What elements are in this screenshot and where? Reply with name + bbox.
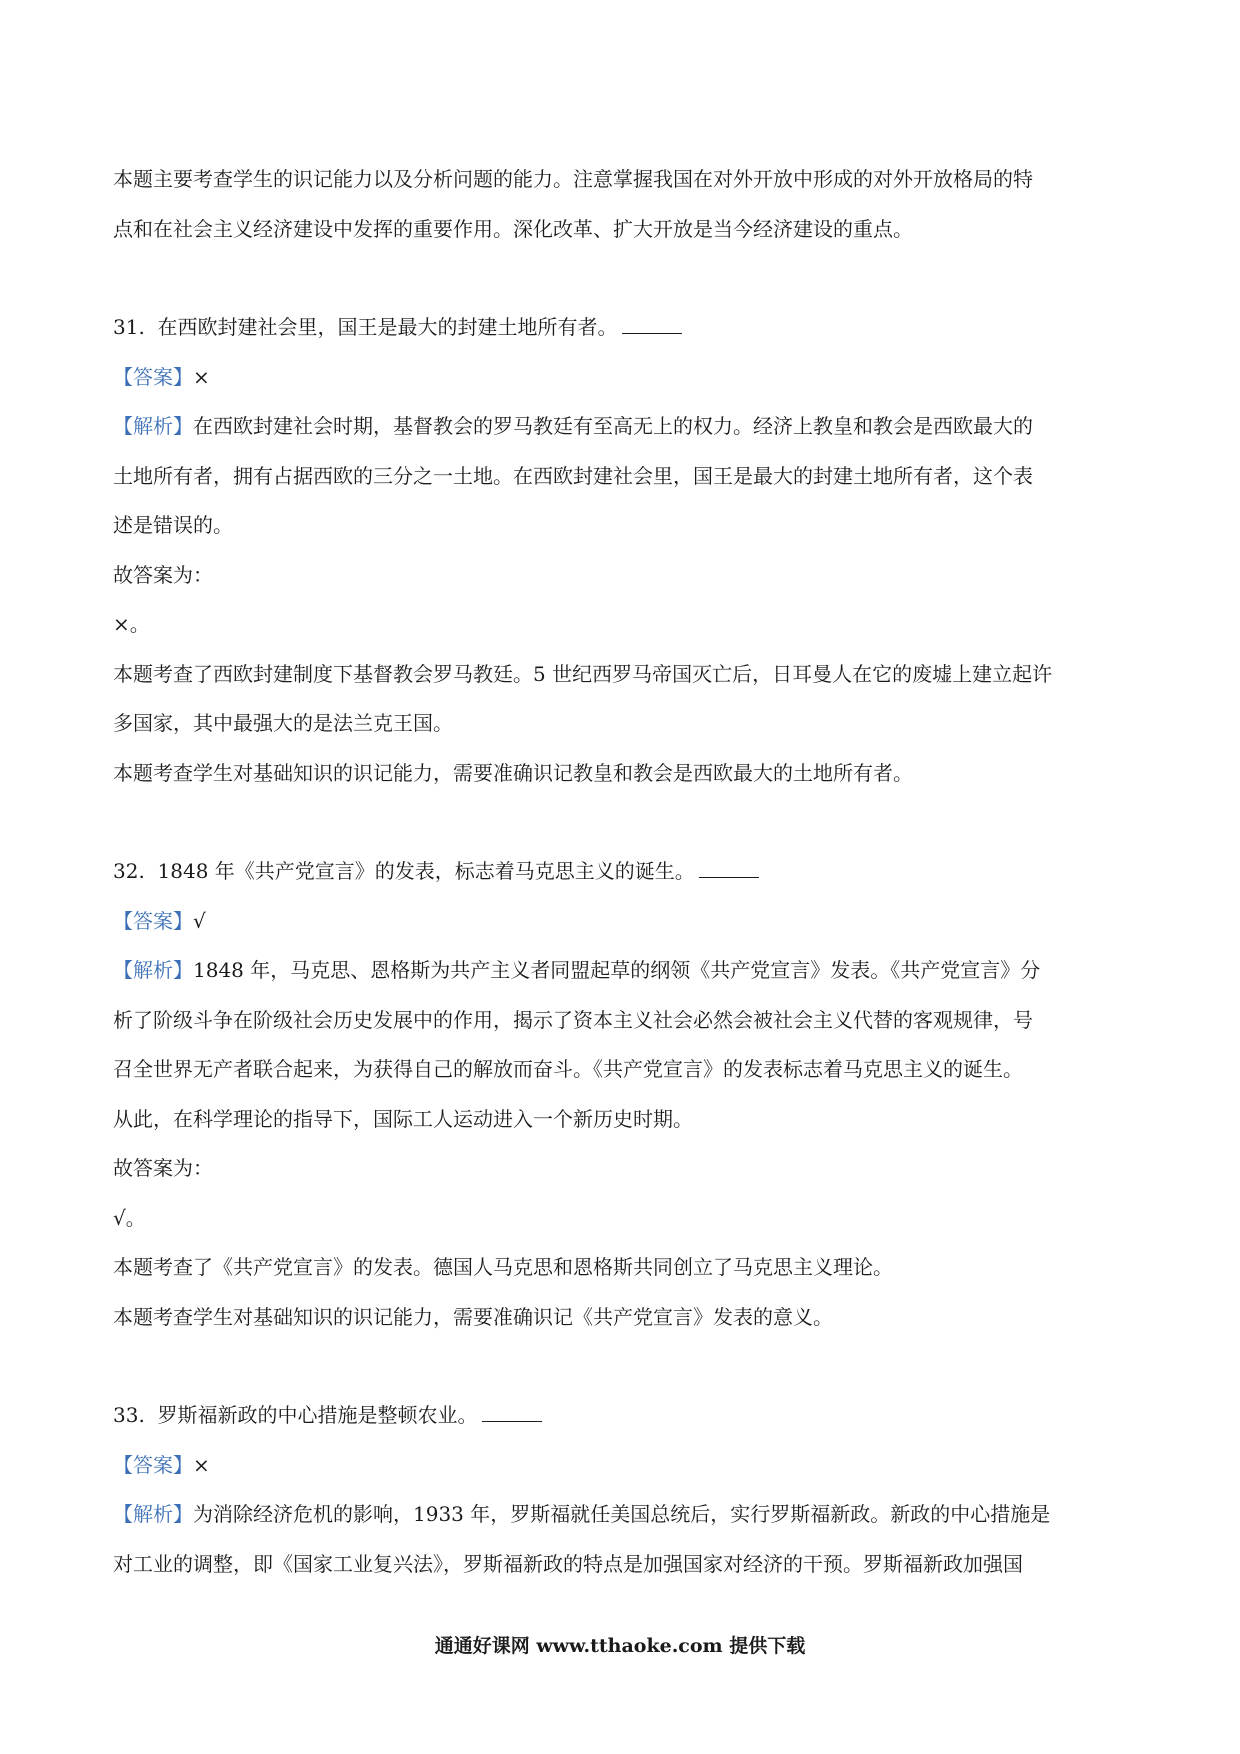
answer-line (113, 897, 1133, 947)
analysis-label: 【解析】 (113, 414, 193, 438)
analysis-line: 从此，在科学理论的指导下，国际工人运动进入一个新历史时期。 (113, 1106, 693, 1131)
question-33 (113, 1391, 1133, 1589)
intro-line: 本题主要考查学生的识记能力以及分析问题的能力。注意掌握我国在对外开放中形成的对外开放格局的特 (113, 167, 1033, 191)
analysis-line: 述是错误的。 (113, 513, 233, 537)
analysis-text: 在西欧封建社会时期，基督教会的罗马教廷有至高无上的权力。经济上教皇和教会是西欧最大的 (193, 414, 1033, 438)
analysis-text: 为消除经济危机的影响，1933 年，罗斯福就任美国总统后，实行罗斯福新政。新政的中心措施是 (193, 1502, 1051, 1526)
question-text: 在西欧封建社会里，国王是最大的封建土地所有者。 (157, 315, 618, 339)
question-text: 1848 年《共产党宣言》的发表，标志着马克思主义的诞生。 (157, 859, 695, 883)
page-content (113, 155, 1133, 1589)
intro-line: 点和在社会主义经济建设中发挥的重要作用。深化改革、扩大开放是当今经济建设的重点。 (113, 216, 913, 241)
question-32-title (113, 847, 1133, 897)
analysis-label: 【解析】 (113, 1502, 193, 1526)
question-number: 33. (113, 1403, 145, 1427)
note-line: 本题考查学生对基础知识的识记能力，需要准确识记教皇和教会是西欧最大的土地所有者。 (113, 760, 913, 785)
question-number: 32. (113, 859, 145, 883)
question-31-title (113, 303, 1133, 353)
so-answer-label: 故答案为： (113, 562, 213, 587)
question-text: 罗斯福新政的中心措施是整顿农业。 (157, 1403, 478, 1427)
analysis-line: 对工业的调整，即《国家工业复兴法》，罗斯福新政的特点是加强国家对经济的干预。罗斯福新政加强国 (113, 1551, 1023, 1576)
note-line: 多国家，其中最强大的是法兰克王国。 (113, 711, 453, 735)
analysis-line (113, 402, 1133, 452)
note-line: 本题考查学生对基础知识的识记能力，需要准确识记《共产党宣言》发表的意义。 (113, 1304, 833, 1329)
answer-value: √ (193, 908, 206, 933)
answer-label: 【答案】 (113, 908, 193, 933)
answer-value: × (193, 1452, 210, 1477)
note-line: 本题考查了《共产党宣言》的发表。德国人马克思和恩格斯共同创立了马克思主义理论。 (113, 1255, 893, 1279)
final-answer: ×。 (113, 612, 150, 636)
analysis-line (113, 1490, 1133, 1540)
question-31 (113, 303, 1133, 798)
question-number: 31. (113, 315, 145, 339)
analysis-line: 析了阶级斗争在阶级社会历史发展中的作用，揭示了资本主义社会必然会被社会主义代替的客观规律，号 (113, 1007, 1033, 1032)
page-footer: 通通好课网 www.tthaoke.com 提供下载 (434, 1635, 806, 1657)
answer-value: × (193, 364, 210, 389)
question-32 (113, 847, 1133, 1342)
note-line: 本题考查了西欧封建制度下基督教会罗马教廷。5 世纪西罗马帝国灭亡后，日耳曼人在它的废墟上建立起许 (113, 661, 1053, 686)
answer-blank (622, 315, 682, 334)
analysis-line (113, 946, 1133, 996)
answer-label: 【答案】 (113, 1452, 193, 1477)
answer-blank (482, 1403, 542, 1422)
analysis-text: 1848 年，马克思、恩格斯为共产主义者同盟起草的纲领《共产党宣言》发表。《共产党宣言》分 (193, 958, 1041, 982)
analysis-line: 召全世界无产者联合起来，为获得自己的解放而奋斗。《共产党宣言》的发表标志着马克思主义的诞生。 (113, 1057, 1023, 1081)
analysis-label: 【解析】 (113, 958, 193, 982)
intro-paragraph (113, 155, 1133, 254)
analysis-line: 土地所有者，拥有占据西欧的三分之一土地。在西欧封建社会里，国王是最大的封建土地所有者，这个表 (113, 463, 1033, 488)
answer-label: 【答案】 (113, 364, 193, 389)
answer-line (113, 353, 1133, 403)
question-33-title (113, 1391, 1133, 1441)
answer-blank (699, 859, 759, 878)
answer-line (113, 1441, 1133, 1491)
final-answer: √。 (113, 1205, 146, 1230)
so-answer-label: 故答案为： (113, 1156, 213, 1180)
